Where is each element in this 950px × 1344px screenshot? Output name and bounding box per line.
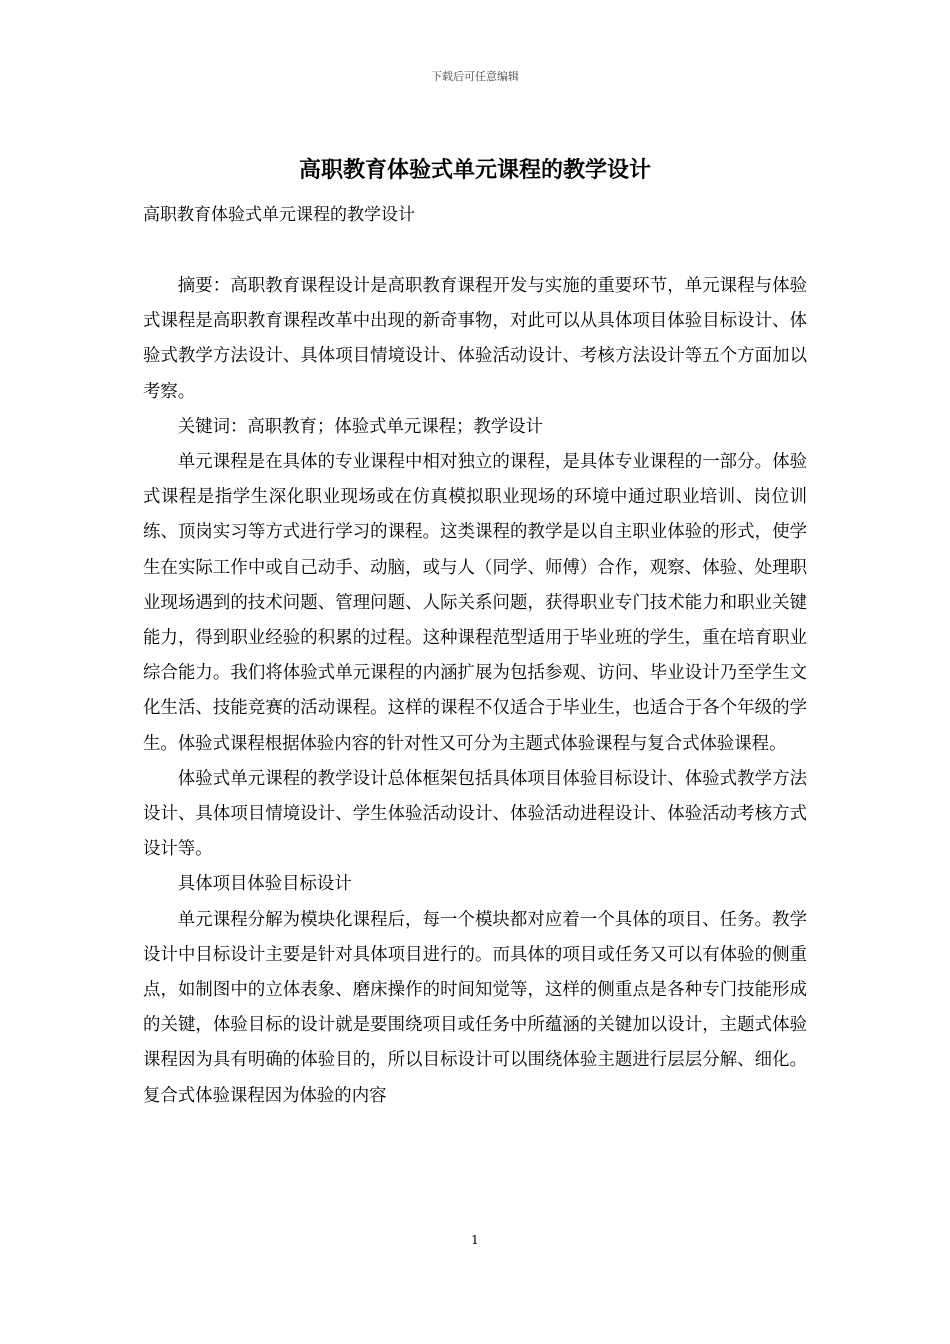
- section-heading: 具体项目体验目标设计: [177, 874, 352, 895]
- abstract-paragraph: 摘要：高职教育课程设计是高职教育课程开发与实施的重要环节，单元课程与体验式课程是高职教育课程改革中出现的新奇事物，对此可以从具体项目体验目标设计、体验式教学方法设计、具体项目情境设计、体验活动设计、考核方法设计等五个方面加以考察。: [143, 276, 807, 402]
- keywords-paragraph: 关键词：高职教育；体验式单元课程；教学设计: [177, 416, 544, 437]
- document-body: [143, 269, 807, 1114]
- body-paragraph: 单元课程分解为模块化课程后，每一个模块都对应着一个具体的项目、任务。教学设计中目标设计主要是针对具体项目进行的。而具体的项目或任务又可以有体验的侧重点，如制图中的立体表象、磨床操作的时间知觉等，这样的侧重点是各种专门技能形成的关键，体验目标的设计就是要围绕项目或任务中所蕴涵的关键加以设计，主题式体验课程因为具有明确的体验目的，所以目标设计可以围绕体验主题进行层层分解、细化。复合式体验课程因为体验的内容: [143, 909, 807, 1106]
- document-subtitle: 高职教育体验式单元课程的教学设计: [143, 205, 415, 225]
- page-header-note: 下载后可任意编辑: [431, 70, 519, 83]
- page-number: 1: [471, 1233, 479, 1247]
- document-title: 高职教育体验式单元课程的教学设计: [298, 157, 651, 183]
- body-paragraph: 体验式单元课程的教学设计总体框架包括具体项目体验目标设计、体验式教学方法设计、具体项目情境设计、学生体验活动设计、体验活动进程设计、体验活动考核方式设计等。: [143, 768, 807, 860]
- body-paragraph: 单元课程是在具体的专业课程中相对独立的课程，是具体专业课程的一部分。体验式课程是指学生深化职业现场或在仿真模拟职业现场的环境中通过职业培训、岗位训练、顶岗实习等方式进行学习的课程。这类课程的教学是以自主职业体验的形式，使学生在实际工作中或自己动手、动脑，或与人（同学、师傅）合作，观察、体验、处理职业现场遇到的技术问题、管理问题、人际关系问题，获得职业专门技术能力和职业关键能力，得到职业经验的积累的过程。这种课程范型适用于毕业班的学生，重在培育职业综合能力。我们将体验式单元课程的内涵扩展为包括参观、访问、毕业设计乃至学生文化生活、技能竞赛的活动课程。这样的课程不仅适合于毕业生，也适合于各个年级的学生。体验式课程根据体验内容的针对性又可分为主题式体验课程与复合式体验课程。: [143, 452, 807, 754]
